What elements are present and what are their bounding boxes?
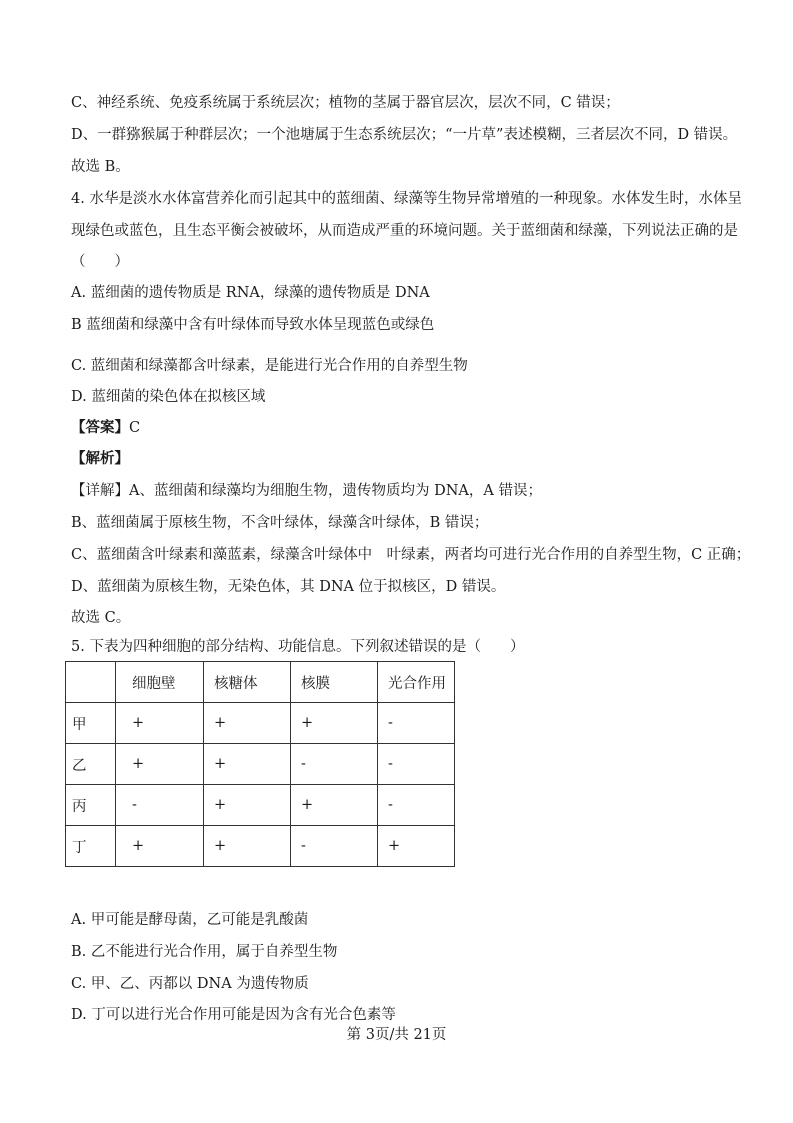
table-cell: 丁 [66,826,116,867]
table-cell: 乙 [66,744,116,785]
q5-option-b: B. 乙不能进行光合作用，属于自养型生物 [71,944,338,960]
q4-detail-1: 【详解】A、蓝细菌和绿藻均为细胞生物，遗传物质均为 DNA，A 错误； [71,483,542,499]
table-header-cell: 核糖体 [204,662,291,703]
cell-structure-table [65,661,455,867]
q4-option-b: B 蓝细菌和绿藻中含有叶绿体而导致水体呈现蓝色或绿色 [71,317,435,333]
q4-stem-line-3: （ ） [71,254,129,270]
q4-conclusion: 故选 C。 [71,610,131,626]
table-row [66,785,455,826]
conclusion-line: 故选 B。 [71,159,130,175]
q4-detail-2: B、蓝细菌属于原核生物，不含叶绿体，绿藻含叶绿体，B 错误； [71,515,489,531]
q5-option-c: C. 甲、乙、丙都以 DNA 为遗传物质 [71,976,309,992]
table-cell: - [291,826,378,867]
answer-value: C [129,420,141,436]
q4-stem-line-1: 4. 水华是淡水水体富营养化而引起其中的蓝细菌、绿藻等生物异常增殖的一种现象。水体发生时，水体呈 [71,191,742,207]
analysis-line-c: C、神经系统、免疫系统属于系统层次；植物的茎属于器官层次，层次不同，C 错误； [71,95,620,111]
table-header-row [66,662,455,703]
analysis-line-d: D、一群猕猴属于种群层次；一个池塘属于生态系统层次；“一片草”表述模糊，三者层次不同，D 错误。 [71,127,738,143]
table-cell: - [378,744,455,785]
q5-stem: 5. 下表为四种细胞的部分结构、功能信息。下列叙述错误的是（ ） [71,639,525,655]
table-cell: + [291,785,378,826]
table-row [66,703,455,744]
table-cell: 丙 [66,785,116,826]
table-cell: 甲 [66,703,116,744]
table-header-cell: 核膜 [291,662,378,703]
table-cell: + [116,826,204,867]
answer-label: 【答案】 [71,419,129,436]
table-header-cell [66,662,116,703]
table-cell: + [204,785,291,826]
q4-answer [71,418,140,438]
table-row [66,826,455,867]
q4-stem-line-2: 现绿色或蓝色，且生态平衡会被破坏，从而造成严重的环境问题。关于蓝细菌和绿藻，下列说法正确的是 [71,223,738,239]
q4-detail-4: D、蓝细菌为原核生物，无染色体，其 DNA 位于拟核区，D 错误。 [71,579,506,595]
table-row [66,744,455,785]
table-cell: + [204,703,291,744]
table-cell: + [204,826,291,867]
q4-detail-3: C、蓝细菌含叶绿素和藻蓝素，绿藻含叶绿体中 叶绿素，两者均可进行光合作用的自养型生物，C 正确； [71,547,751,563]
table-header-cell: 细胞壁 [116,662,204,703]
table-cell: + [204,744,291,785]
table-header-cell: 光合作用 [378,662,455,703]
page-footer: 第 3页/共 21页 [346,1027,447,1043]
table-cell: + [378,826,455,867]
q4-option-a: A. 蓝细菌的遗传物质是 RNA，绿藻的遗传物质是 DNA [71,285,430,301]
table-cell: - [291,744,378,785]
table-cell: + [116,703,204,744]
table-cell: - [116,785,204,826]
table-cell: + [291,703,378,744]
table-cell: - [378,703,455,744]
q5-option-a: A. 甲可能是酵母菌，乙可能是乳酸菌 [71,912,309,928]
table-cell: - [378,785,455,826]
table-cell: + [116,744,204,785]
analysis-label: 【解析】 [71,450,129,467]
q4-option-c: C. 蓝细菌和绿藻都含叶绿素，是能进行光合作用的自养型生物 [71,358,468,374]
q5-option-d: D. 丁可以进行光合作用可能是因为含有光合色素等 [71,1007,396,1023]
q4-option-d: D. 蓝细菌的染色体在拟核区域 [71,389,266,405]
